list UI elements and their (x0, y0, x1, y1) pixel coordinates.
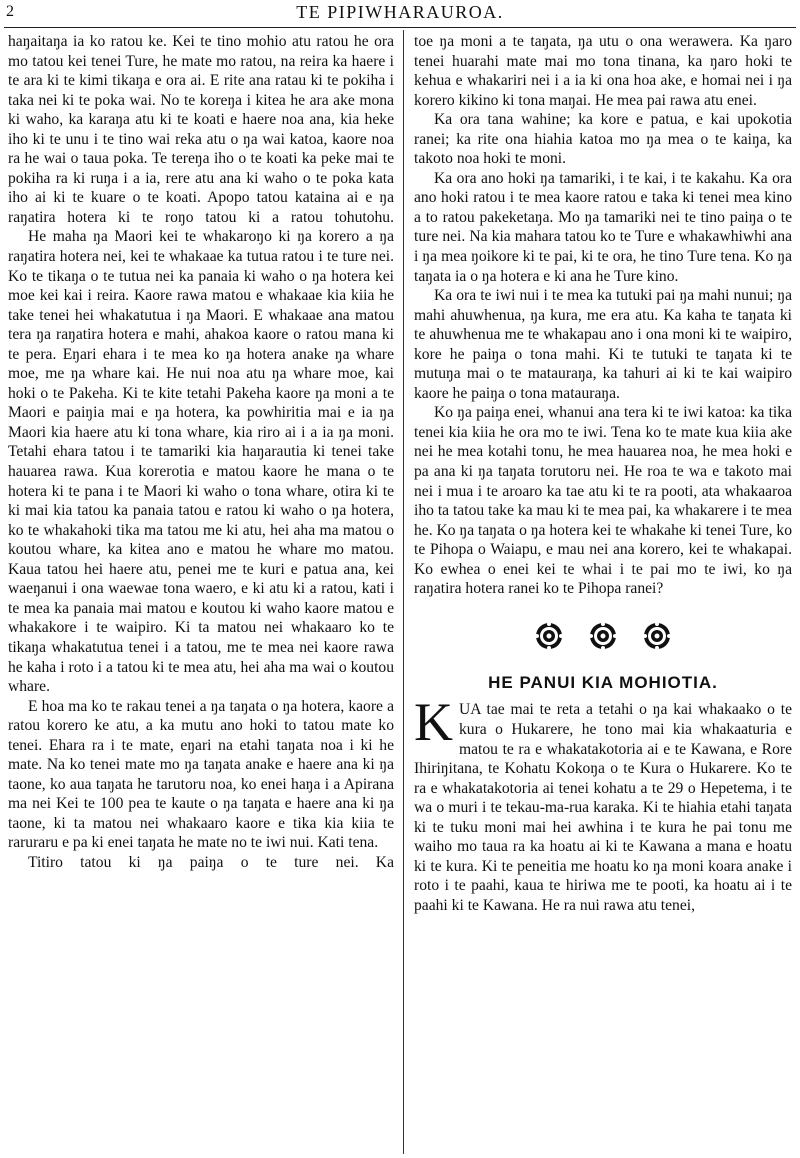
notice-heading: HE PANUI KIA MOHIOTIA. (488, 672, 718, 692)
left-paragraph-1: haŋaitaŋa ia ko ratou ke. Kei te tino mohio atu ratou he ora mo tatou kei tenei Ture, he mate mo ratou, na reira ka haere i te ara ki te kimi tikaŋa e ora ai. E rite ana ratau ki te pokiha i taka nei ki te poka wai. No te koreŋa i kitea he ara ake mona ki waho, ka karaŋa atu ki te koati e haere noa ana, kia heke iho ki te unu i te tino wai reka atu o ŋa wai katoa, kaore noa ra he wai o taua poka. Te tereŋa iho o te koati ka peke mai te pokiha ra ki ruŋa i a ia, rere atu ana ki waho o te poka kata iho ai ki te kuare o te koati. Apopo tatou kataina ai e ŋa raŋatira hotera ki te roŋo tatou ki a ratou tohutohu. (8, 33, 394, 226)
left-column (8, 32, 394, 873)
right-paragraph-3: Ka ora ano hoki ŋa tamariki, i te kai, i te kakahu. Ka ora ano hoki ratou i te mea kaore ratou e taka ki tenei mea kino a to ratou pakeketaŋa. Mo ŋa tamariki nei te tino paiŋa o te ture nei. Na kia mahara tatou ko te Ture e whakawhiwhi ana i ŋa mea ŋoikore ki te pai, ki te ora, he tino Ture tena. Ko ŋa taŋata ia o ŋa hotera e ki ana he Ture kino. (414, 169, 792, 285)
drop-cap: K (414, 692, 453, 753)
right-paragraph-4: Ka ora te iwi nui i te mea ka tutuki pai ŋa mahi nunui; ŋa mahi ahuwhenua, ŋa kura, me era atu. Ka kaha te taŋata ki te ahuwhenua me te whakapau ano i ona moni ki te waipiro, kore he paiŋa o tona mahi. Ki te tutuki te taŋata ki te mutuŋa mai o te matauraŋa, ka tahuri ai ki te kai waipiro kaore he paiŋa o tona matauraŋa. (414, 287, 792, 402)
rosette-ornament-icon (534, 621, 564, 651)
header-rule (4, 27, 796, 28)
right-paragraph-5: Ko ŋa paiŋa enei, whanui ana tera ki te iwi katoa: ka tika tenei kia kiia he ora mo te iwi. Tena ko te mate kua kiia ake nei he mea kotahi tonu, he mea hauarea noa, he mea hoki e pa ana ki ŋa taŋata torutoru nei. He roa te wa e takoto mai nei i mua i te aroaro ka tae atu ki te ra pooti, ata whakaaroa iho ta tatou take ka mau ki te mea pai, ka whakarere i te mea he. Ko ŋa taŋata o ŋa hotera kei te whakahe ki tenei Ture, ko te Pihopa o Waiapu, e mau nei ana korero, kei te whakapai. Ko ewhea o enei kei te whai i te pai mo te iwi, ko ŋa raŋatira hotera ranei ko te Pihopa ranei? (414, 404, 792, 598)
notice-body-text: UA tae mai te reta a tetahi o ŋa kai whakaako o te kura o Hukarere, he tono mai kia whakaaturia e matou te ra e whakatakotoria ai e te Kawana, e Rore Ihiriŋitana, te Kohatu Kokoŋa o te Kura o Hukarere. Ko te ra e whakatakotoria ai tenei kohatu a te 29 o Hepetema, i te wa o muri i te tekau-ma-rua karaka. Ki te hiahia etahi taŋata ki te tuku moni mai hei awhina i te kura he pai tonu me waiho mo taua ra ka hoatu ai ki te Kawana a mana e hoatu ki te kura. Ki te peneitia me hoatu ko ŋa moni koara anake i roto i te paahi, kaua te hiriwa me te pooti, ka hoatu ai i te paahi ki te Kawana. He ra nui rawa atu tenei, (414, 701, 792, 914)
right-paragraph-1: toe ŋa moni a te taŋata, ŋa utu o ona werawera. Ka ŋaro tenei huarahi mate mai mo tona tinana, ka ŋaro hoki te kehua e whakariri nei i a ia ki ona hoa ake, e homai nei i ŋa korero kikino ki tona maŋai. He mea pai rawa atu enei. (414, 33, 792, 109)
right-paragraph-2: Ka ora tana wahine; ka kore e patua, e kai upokotia ranei; ka rite ona hiahia katoa mo ŋa mea o te kaiŋa, ka takoto noa hoki te moni. (414, 111, 792, 168)
page-number: 2 (6, 3, 14, 20)
left-paragraph-2: He maha ŋa Maori kei te whakaroŋo ki ŋa korero a ŋa raŋatira hotera nei, kei te whakaae ka tutua ratou i te ture nei. Ko te tikaŋa o te tutua nei ka panaia ki waho o ŋa hotera kei moe kei kai i reira. Kaore rawa matou e whakaae kia kiia he take tenei hei whakatutua i ŋa Maori. E whakaae ana matou tera ŋa raŋatira hotera e mahi, ahakoa kaore o ratou mana ki te pera. Eŋari ehara i te mea ko ŋa hotera anake ŋa whare moe, me ŋa whare kai. He nui noa atu ŋa whare moe, kai hoki o te Pakeha. Ki te kite tetahi Pakeha kaore ŋa moni a te Maori e paiŋia mai e ŋa hotera, ka powhiritia mai e ia ŋa Maori kia haere atu ki tona whare, kia riro ai i a ia ŋa moni. Tetahi ehara tatou i te tamariki kia haŋarautia ki tenei take hauarea rawa. Kua korerotia e matou kaore he mana o te hotera ki te pana i te Maori ki waho o tona whare, otira ki te ki mai kia tatou ka panaia tatou e ratou ki waho o ŋa hotera, ko te whakahoki tika ma tatou me ki atu, hei aha ma matou o koutou whare, ka kitea ano e matou he whare mo matou. Kaua tatou hei haere atu, penei me te kuri e patua ana, kei waeŋanui i ona waewae tona waero, e ki atu ki a ratou, kati i te mea ka panaia mai matou e koutou ki waho kaore matou e whakakore i te waipiro. Ki ta matou nei whakaaro ko te tikaŋa whakatutua tenei i a tatou, me te mea nei kaore rawa he kaha i roto i a tatou ki te mea atu, hei aha ma wai o koutou whare. (8, 228, 394, 696)
left-paragraph-4: Titiro tatou ki ŋa paiŋa o te ture nei. Ka (28, 853, 394, 871)
ornament-divider (414, 621, 792, 651)
right-column (414, 32, 792, 915)
left-paragraph-3: E hoa ma ko te rakau tenei a ŋa taŋata o ŋa hotera, kaore a ratou korero ke atu, a ka mutu ano hoki to tatou mate ko tenei. Ehara ra i te mate, eŋari na etahi taŋata noa i ki he mate. Na ko tenei mate mo ŋa taŋata anake e haere ana ki ŋa taone, ko aua taŋata he tarutoru noa, ko enei haŋa i a Apirana ma nei Kei te 100 pea te kaute o ŋa taŋata e haere ana ki ŋa taone, ki ta matou nei whakaaro kaore e tika kia kiia te raruraru e pa ki enei taŋata he mate no te iwi nui. Kati tena. (8, 697, 394, 852)
notice-body (414, 692, 792, 915)
running-title: TE PIPIWHARAUROA. (296, 2, 504, 22)
rosette-ornament-icon (588, 621, 618, 651)
rosette-ornament-icon (642, 621, 672, 651)
column-divider (403, 30, 404, 1154)
page-header (0, 0, 800, 30)
